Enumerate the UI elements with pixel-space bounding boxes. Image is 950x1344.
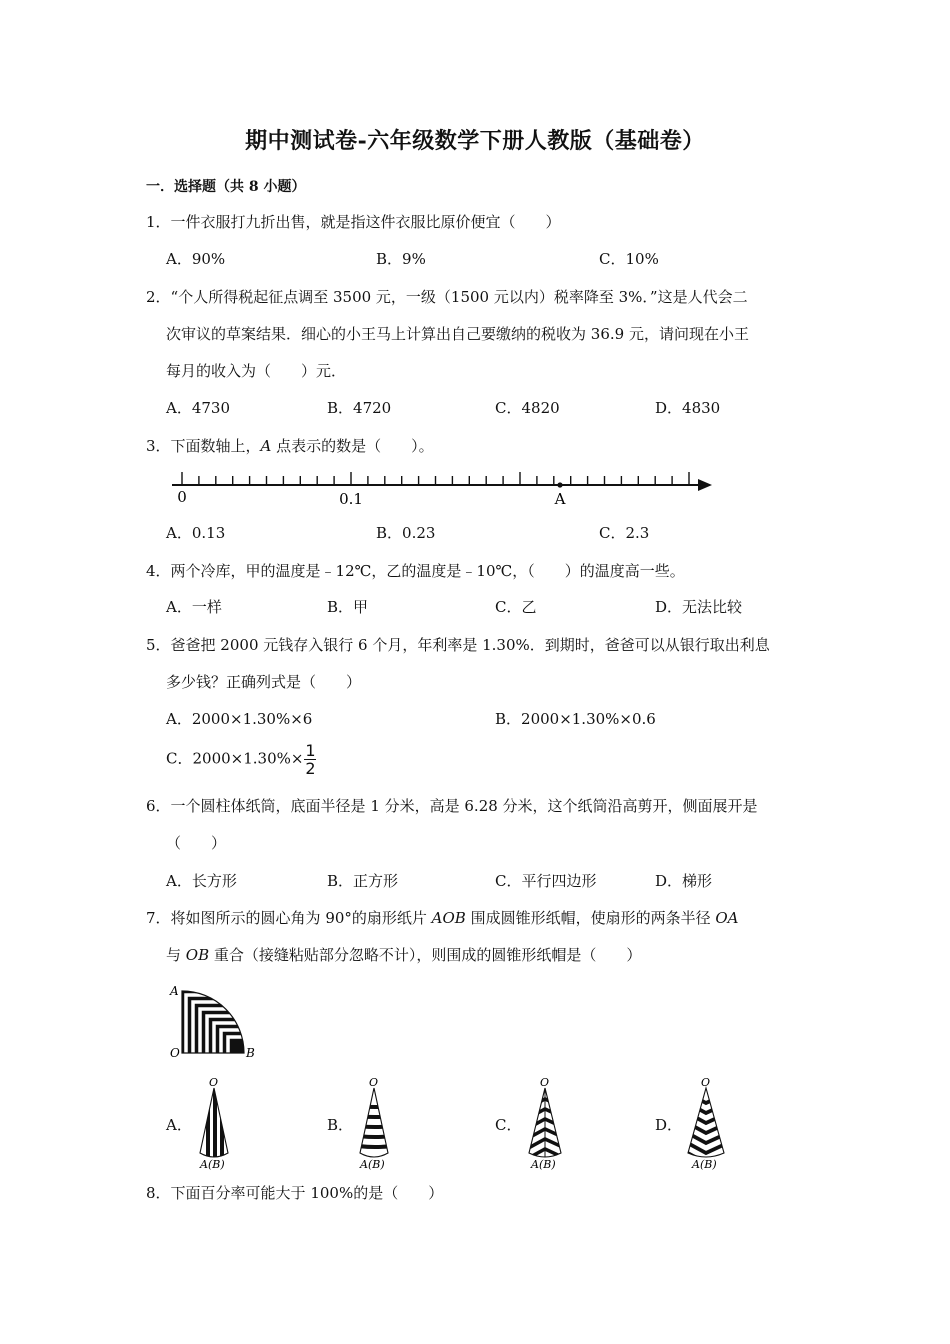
number-line-arrow [698, 479, 712, 491]
q4-option-d: D．无法比较 [655, 598, 743, 616]
q7-text-4: 重合（接缝粘贴部分忽略不计），则围成的圆锥形纸帽是（ ） [209, 946, 642, 964]
fraction-one-half [304, 742, 316, 777]
q7-option-a: A． [166, 1116, 192, 1134]
q2-option-d: D．4830 [655, 399, 721, 417]
q2-option-c: C．4820 [495, 399, 560, 417]
cone-a-base-label: A(B) [200, 1158, 225, 1170]
cone-a-apex-label: O [209, 1076, 219, 1089]
fraction-denominator: 2 [305, 759, 316, 778]
question-3 [146, 436, 434, 456]
q4-option-c: C．乙 [495, 598, 537, 616]
q3-text-post: 点表示的数是（ ）。 [271, 437, 434, 455]
q5-option-b: B．2000×1.30%×0.6 [495, 710, 656, 728]
q7-option-c: C． [495, 1116, 522, 1134]
q7-var-ob: OB [185, 946, 210, 964]
question-2-line-1: 2．“个人所得税起征点调至 3500 元，一级（1500 元以内）税率降至 3%．”这是人代会二 [146, 288, 748, 306]
number-line-figure [160, 462, 720, 508]
q3-text-pre: 3．下面数轴上， [146, 437, 261, 455]
axis-label-0: 0 [177, 488, 187, 506]
question-8: 8．下面百分率可能大于 100%的是（ ） [146, 1184, 444, 1202]
section-heading: 一．选择题（共 8 小题） [146, 179, 306, 195]
question-4: 4．两个冷库，甲的温度是﹣12℃，乙的温度是﹣10℃，（ ）的温度高一些。 [146, 562, 685, 580]
q3-var: A [260, 437, 272, 455]
q7-var-aob: AOB [431, 909, 466, 927]
sector-stripes [182, 991, 244, 1053]
question-7-line-1 [146, 908, 739, 928]
q6-option-b: B．正方形 [327, 872, 399, 890]
sector-label-o: O [170, 1046, 180, 1060]
q2-option-a: A．4730 [166, 399, 231, 417]
question-1: 1．一件衣服打九折出售，就是指这件衣服比原价便宜（ ） [146, 213, 561, 231]
q3-option-b: B．0.23 [376, 524, 436, 542]
q2-option-b: B．4720 [327, 399, 392, 417]
q1-option-c: C．10% [599, 250, 659, 268]
question-5-line-2: 多少钱？正确列式是（ ） [166, 673, 362, 691]
sector-label-b: B [246, 1046, 255, 1060]
q6-option-c: C．平行四边形 [495, 872, 597, 890]
question-6-line-1: 6．一个圆柱体纸筒，底面半径是 1 分米，高是 6.28 分米，这个纸筒沿高剪开，侧面展开是 [146, 797, 758, 815]
q3-option-c: C．2.3 [599, 524, 650, 542]
sector-label-a: A [170, 984, 179, 998]
q3-option-a: A．0.13 [166, 524, 226, 542]
q6-option-a: A．长方形 [166, 872, 237, 890]
q6-option-d: D．梯形 [655, 872, 713, 890]
question-2-line-3: 每月的收入为（ ）元． [166, 362, 347, 380]
cone-c-base-label: A(B) [531, 1158, 556, 1170]
q4-option-b: B．甲 [327, 598, 369, 616]
cone-d-base-label: A(B) [692, 1158, 717, 1170]
cone-b-base-label: A(B) [360, 1158, 385, 1170]
cone-a-icon [192, 1075, 240, 1170]
q7-option-b: B． [327, 1116, 354, 1134]
question-7-line-2 [166, 945, 641, 965]
cone-b-icon [352, 1075, 400, 1170]
q5-option-c-text: C．2000×1.30%× [166, 749, 304, 768]
axis-label-0-1: 0.1 [339, 490, 363, 508]
number-line-ticks [182, 472, 689, 485]
sector-aob-figure [166, 983, 262, 1061]
q4-option-a: A．一样 [166, 598, 222, 616]
cone-c-apex-label: O [540, 1076, 550, 1089]
fraction-numerator: 1 [305, 741, 316, 760]
cone-b-apex-label: O [369, 1076, 379, 1089]
cone-c-icon [523, 1075, 571, 1170]
q7-text-2: 围成圆锥形纸帽，使扇形的两条半径 [465, 909, 716, 927]
q7-var-oa: OA [715, 909, 739, 927]
q7-option-d: D． [655, 1116, 683, 1134]
q5-option-a: A．2000×1.30%×6 [166, 710, 313, 728]
point-a-dot [557, 482, 562, 487]
cone-d-apex-label: O [701, 1076, 711, 1089]
question-5-line-1: 5．爸爸把 2000 元钱存入银行 6 个月，年利率是 1.30%．到期时，爸爸可以从银行取出利息 [146, 636, 770, 654]
q7-text-3: 与 [166, 946, 186, 964]
q7-text-1: 7．将如图所示的圆心角为 90°的扇形纸片 [146, 909, 432, 927]
q1-option-b: B．9% [376, 250, 426, 268]
axis-label-a: A [554, 490, 566, 508]
page-title: 期中测试卷-六年级数学下册人教版（基础卷） [245, 128, 705, 154]
question-2-line-2: 次审议的草案结果．细心的小王马上计算出自己要缴纳的税收为 36.9 元，请问现在小王 [166, 325, 749, 343]
q5-option-c [166, 742, 316, 777]
cone-d-icon [684, 1075, 732, 1170]
question-6-line-2: （ ） [166, 834, 227, 852]
q1-option-a: A．90% [166, 250, 226, 268]
